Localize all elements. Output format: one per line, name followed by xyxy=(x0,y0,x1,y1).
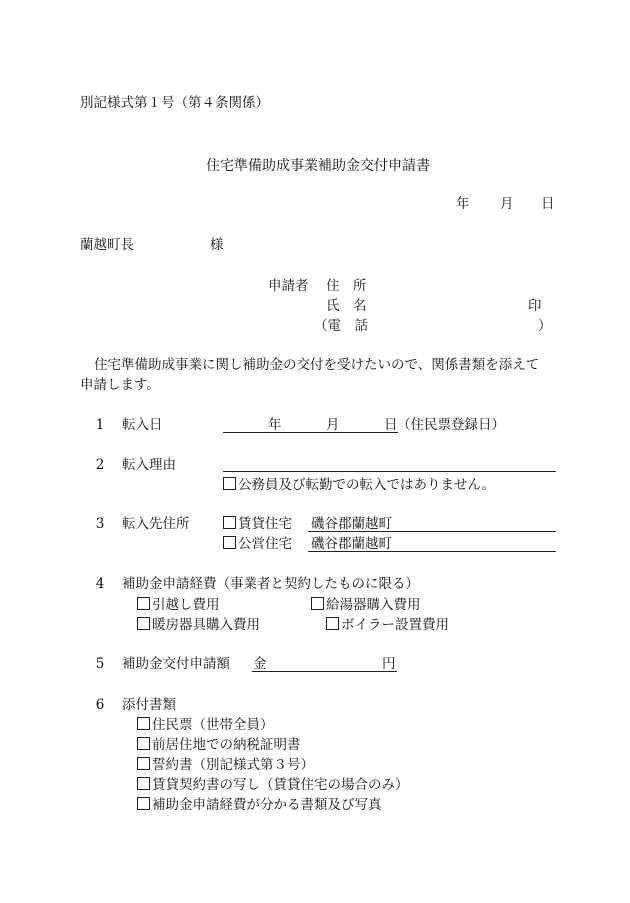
attachment-1-label: 住民票（世帯全員） xyxy=(152,717,274,733)
applicant-label: 申請者 xyxy=(268,278,309,294)
moving-cost-label: 引越し費用 xyxy=(152,597,220,613)
body-text-line1: 住宅準備助成事業に関し補助金の交付を受けたいので、関係書類を添えて xyxy=(94,357,540,373)
item-3-number: 3 xyxy=(95,516,105,532)
date-month: 月 xyxy=(500,196,514,212)
document-title: 住宅準備助成事業補助金交付申請書 xyxy=(206,158,430,174)
checkbox-icon[interactable] xyxy=(137,717,150,730)
item-2-checkbox-label: 公務員及び転勤での転入ではありません。 xyxy=(238,477,496,493)
address-label: 住 所 xyxy=(326,278,367,294)
attachment-2[interactable] xyxy=(137,736,301,754)
water-heater-label: 給湯器購入費用 xyxy=(326,597,421,613)
checkbox-icon[interactable] xyxy=(326,617,339,630)
attachment-3-label: 誓約書（別記様式第３号） xyxy=(152,757,314,773)
item-6-number: 6 xyxy=(95,697,105,713)
address-2: 磯谷郡蘭越町 xyxy=(311,536,392,552)
checkbox-icon[interactable] xyxy=(137,777,150,790)
attachment-5-label: 補助金申請経費が分かる書類及び写真 xyxy=(152,797,382,813)
body-text-line2: 申請します。 xyxy=(80,377,160,393)
name-label: 氏 名 xyxy=(326,298,367,314)
attachment-3[interactable] xyxy=(137,756,314,774)
address-1-field[interactable] xyxy=(308,531,556,532)
public-housing-label: 公営住宅 xyxy=(238,536,292,552)
attachment-1[interactable] xyxy=(137,716,274,734)
item-1-day: 日 xyxy=(384,417,398,433)
item-1-number: 1 xyxy=(95,417,105,433)
checkbox-icon[interactable] xyxy=(137,597,150,610)
recipient-honorific: 様 xyxy=(210,237,224,253)
item-1-year: 年 xyxy=(268,417,282,433)
checkbox-icon[interactable] xyxy=(137,617,150,630)
rental-housing-label: 賃貸住宅 xyxy=(238,516,292,532)
phone-close: ） xyxy=(538,318,552,334)
checkbox-icon[interactable] xyxy=(137,737,150,750)
item-1-month: 月 xyxy=(326,417,340,433)
checkbox-icon[interactable] xyxy=(137,797,150,810)
boiler-label: ボイラー設置費用 xyxy=(341,617,449,633)
water-heater-option[interactable] xyxy=(311,596,421,614)
public-housing-option[interactable] xyxy=(223,535,292,553)
item-6-label: 添付書類 xyxy=(122,697,176,713)
item-5-label: 補助金交付申請額 xyxy=(122,656,230,672)
amount-prefix: 金 xyxy=(253,656,267,672)
item-3-label: 転入先住所 xyxy=(122,516,190,532)
checkbox-icon[interactable] xyxy=(223,516,236,529)
address-2-field[interactable] xyxy=(308,551,556,552)
item-2-checkbox[interactable] xyxy=(223,476,495,494)
checkbox-icon[interactable] xyxy=(311,597,324,610)
amount-unit: 円 xyxy=(382,656,396,672)
heater-option[interactable] xyxy=(137,616,260,634)
phone-label: （電 話 xyxy=(314,318,368,334)
move-in-date-field[interactable] xyxy=(223,432,398,433)
date-year: 年 xyxy=(456,196,470,212)
item-2-label: 転入理由 xyxy=(122,457,176,473)
rental-housing-option[interactable] xyxy=(223,515,292,533)
recipient-name: 蘭越町長 xyxy=(80,237,134,253)
attachment-4-label: 賃貸契約書の写し（賃貸住宅の場合のみ） xyxy=(152,777,409,793)
boiler-option[interactable] xyxy=(326,616,449,634)
date-day: 日 xyxy=(541,196,555,212)
form-number: 別記様式第１号（第４条関係） xyxy=(80,95,269,111)
moving-cost-option[interactable] xyxy=(137,596,220,614)
item-1-label: 転入日 xyxy=(122,417,163,433)
item-5-number: 5 xyxy=(95,656,105,672)
item-1-note: （住民票登録日） xyxy=(397,417,505,433)
checkbox-icon[interactable] xyxy=(223,477,236,490)
heater-label: 暖房器具購入費用 xyxy=(152,617,260,633)
attachment-2-label: 前居住地での納税証明書 xyxy=(152,737,301,753)
seal-mark: 印 xyxy=(528,298,542,314)
address-1: 磯谷郡蘭越町 xyxy=(311,516,392,532)
item-2-number: 2 xyxy=(95,457,105,473)
checkbox-icon[interactable] xyxy=(223,536,236,549)
move-in-reason-field[interactable] xyxy=(223,471,556,472)
item-4-label: 補助金申請経費（事業者と契約したものに限る） xyxy=(122,576,419,592)
amount-field[interactable] xyxy=(252,671,397,672)
attachment-4[interactable] xyxy=(137,776,409,794)
checkbox-icon[interactable] xyxy=(137,757,150,770)
attachment-5[interactable] xyxy=(137,796,382,814)
item-4-number: 4 xyxy=(95,576,105,592)
